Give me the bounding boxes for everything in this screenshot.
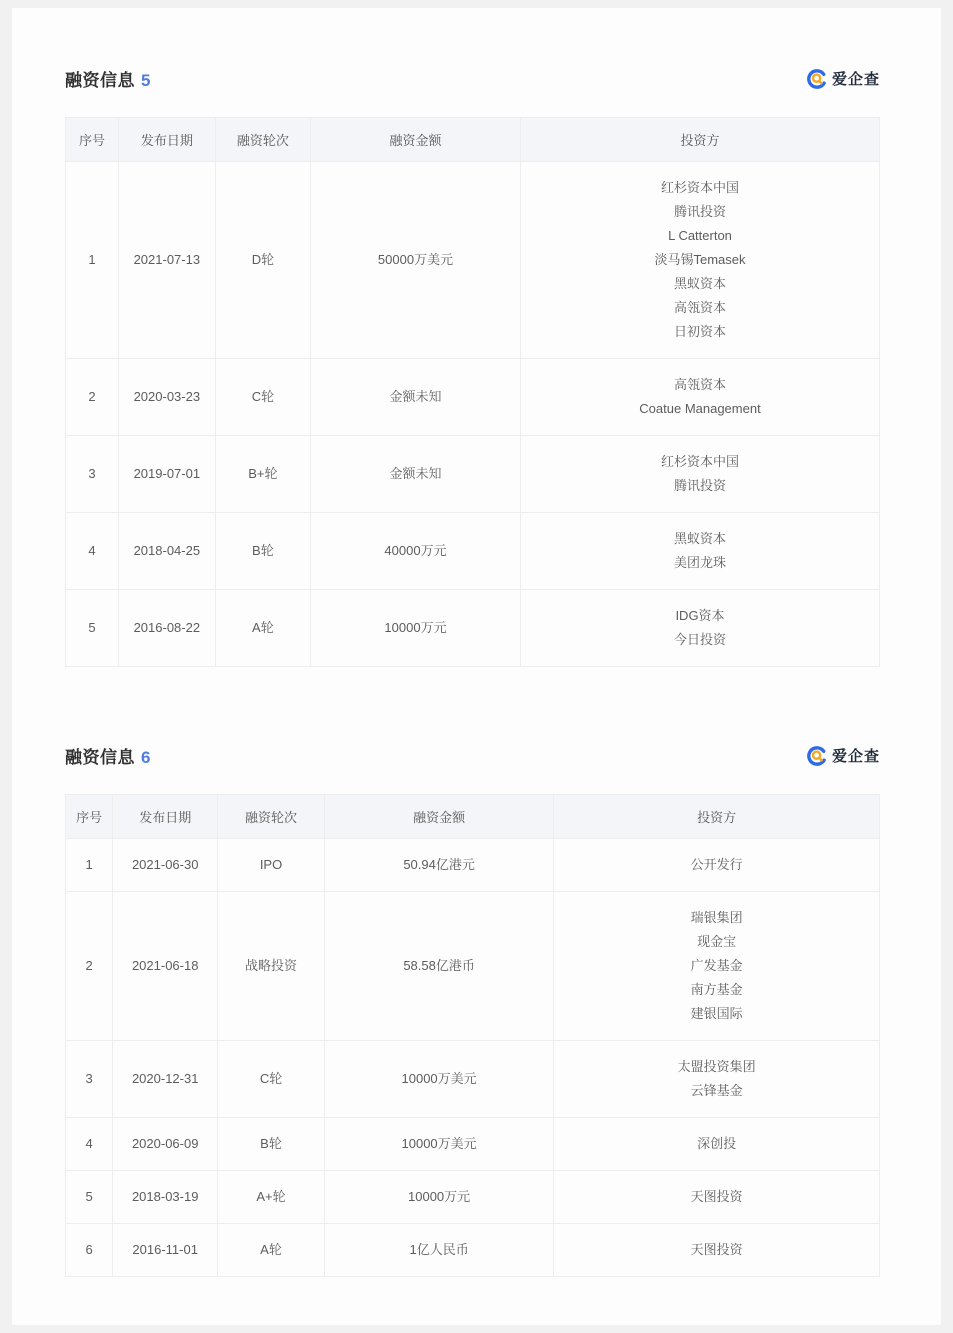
investor-name: L Catterton	[668, 228, 732, 243]
cell-round: IPO	[218, 839, 325, 892]
table-row	[66, 162, 880, 359]
financing-section-5	[12, 8, 941, 667]
cell-round: A轮	[215, 590, 310, 667]
cell-investors	[521, 513, 880, 590]
cell-investors	[521, 590, 880, 667]
cell-investors	[521, 359, 880, 436]
investor-name: 高瓴资本	[673, 300, 726, 315]
cell-date: 2020-12-31	[113, 1041, 218, 1118]
cell-amount: 50.94亿港元	[324, 839, 554, 892]
investor-name: 淡马锡Temasek	[654, 252, 746, 267]
cell-no: 3	[66, 436, 119, 513]
cell-no: 1	[66, 162, 119, 359]
investor-name: 瑞银集团	[690, 910, 743, 925]
table-row	[66, 359, 880, 436]
cell-date: 2020-03-23	[118, 359, 215, 436]
investor-name: 红杉资本中国	[660, 454, 739, 469]
investor-name: 日初资本	[673, 324, 726, 339]
magnifier-ring-icon	[806, 68, 828, 90]
cell-amount: 金额未知	[311, 359, 521, 436]
col-header-no: 序号	[66, 795, 113, 839]
cell-no: 2	[66, 892, 113, 1041]
investor-name: 南方基金	[690, 982, 743, 997]
investor-name: 红杉资本中国	[660, 180, 739, 195]
cell-investors	[554, 1224, 880, 1277]
cell-no: 2	[66, 359, 119, 436]
col-header-no: 序号	[66, 118, 119, 162]
col-header-investors: 投资方	[554, 795, 880, 839]
aiqicha-logo[interactable]	[806, 68, 880, 90]
cell-no: 5	[66, 1171, 113, 1224]
section-title-text: 融资信息	[65, 71, 135, 90]
cell-date: 2020-06-09	[113, 1118, 218, 1171]
cell-investors	[554, 892, 880, 1041]
cell-date: 2018-03-19	[113, 1171, 218, 1224]
investor-name: 云锋基金	[690, 1083, 743, 1098]
table-row	[66, 513, 880, 590]
table-row	[66, 436, 880, 513]
cell-round: A+轮	[218, 1171, 325, 1224]
col-header-date: 发布日期	[118, 118, 215, 162]
section-count: 6	[141, 748, 151, 767]
cell-date: 2016-11-01	[113, 1224, 218, 1277]
investor-name: 高瓴资本	[673, 377, 726, 392]
investor-name: 公开发行	[690, 857, 743, 872]
section-title	[65, 743, 151, 768]
section-header	[65, 743, 880, 768]
aiqicha-logo[interactable]	[806, 745, 880, 767]
cell-investors	[554, 839, 880, 892]
table-row	[66, 1171, 880, 1224]
investor-name: 美团龙珠	[673, 555, 726, 570]
cell-amount: 1亿人民币	[324, 1224, 554, 1277]
investor-name: 现金宝	[697, 934, 737, 949]
cell-date: 2019-07-01	[118, 436, 215, 513]
col-header-round: 融资轮次	[215, 118, 310, 162]
investor-name: 天图投资	[690, 1189, 743, 1204]
table-row	[66, 590, 880, 667]
investor-name: 建银国际	[690, 1006, 743, 1021]
table-row	[66, 1224, 880, 1277]
cell-amount: 40000万元	[311, 513, 521, 590]
cell-no: 4	[66, 513, 119, 590]
col-header-date: 发布日期	[113, 795, 218, 839]
investor-name: 太盟投资集团	[677, 1059, 756, 1074]
cell-date: 2021-07-13	[118, 162, 215, 359]
cell-round: B+轮	[215, 436, 310, 513]
cell-amount: 50000万美元	[311, 162, 521, 359]
cell-round: C轮	[215, 359, 310, 436]
financing-table-6	[65, 794, 880, 1277]
table-row	[66, 1118, 880, 1171]
section-header	[65, 66, 880, 91]
cell-investors	[554, 1118, 880, 1171]
investor-name: 黑蚁资本	[673, 531, 726, 546]
financing-table-5	[65, 117, 880, 667]
investor-name: 腾讯投资	[673, 204, 726, 219]
cell-round: 战略投资	[218, 892, 325, 1041]
cell-round: A轮	[218, 1224, 325, 1277]
investor-name: 广发基金	[690, 958, 743, 973]
table-row	[66, 1041, 880, 1118]
cell-date: 2021-06-18	[113, 892, 218, 1041]
table-row	[66, 892, 880, 1041]
col-header-amount: 融资金额	[324, 795, 554, 839]
cell-round: D轮	[215, 162, 310, 359]
financing-section-6	[12, 667, 941, 1277]
page-content	[12, 8, 941, 1325]
brand-name: 爱企查	[831, 71, 880, 88]
investor-name: 深创投	[697, 1136, 737, 1151]
table-row	[66, 839, 880, 892]
cell-amount: 58.58亿港币	[324, 892, 554, 1041]
col-header-round: 融资轮次	[218, 795, 325, 839]
cell-investors	[521, 162, 880, 359]
investor-name: 腾讯投资	[673, 478, 726, 493]
cell-amount: 10000万元	[311, 590, 521, 667]
cell-date: 2021-06-30	[113, 839, 218, 892]
cell-round: B轮	[218, 1118, 325, 1171]
cell-no: 4	[66, 1118, 113, 1171]
brand-name: 爱企查	[831, 748, 880, 765]
cell-no: 3	[66, 1041, 113, 1118]
cell-investors	[554, 1171, 880, 1224]
investor-name: 天图投资	[690, 1242, 743, 1257]
cell-date: 2018-04-25	[118, 513, 215, 590]
section-title	[65, 66, 151, 91]
section-count: 5	[141, 71, 151, 90]
investor-name: Coatue Management	[639, 401, 761, 416]
cell-investors	[521, 436, 880, 513]
table-header-row	[66, 118, 880, 162]
investor-name: IDG资本	[675, 608, 725, 623]
cell-no: 6	[66, 1224, 113, 1277]
table-header-row	[66, 795, 880, 839]
cell-no: 5	[66, 590, 119, 667]
magnifier-ring-icon	[806, 745, 828, 767]
cell-amount: 10000万美元	[324, 1118, 554, 1171]
cell-round: B轮	[215, 513, 310, 590]
col-header-investors: 投资方	[521, 118, 880, 162]
cell-no: 1	[66, 839, 113, 892]
investor-name: 今日投资	[673, 632, 726, 647]
cell-amount: 10000万元	[324, 1171, 554, 1224]
cell-date: 2016-08-22	[118, 590, 215, 667]
cell-investors	[554, 1041, 880, 1118]
cell-amount: 10000万美元	[324, 1041, 554, 1118]
col-header-amount: 融资金额	[311, 118, 521, 162]
cell-amount: 金额未知	[311, 436, 521, 513]
cell-round: C轮	[218, 1041, 325, 1118]
section-title-text: 融资信息	[65, 748, 135, 767]
investor-name: 黑蚁资本	[673, 276, 726, 291]
